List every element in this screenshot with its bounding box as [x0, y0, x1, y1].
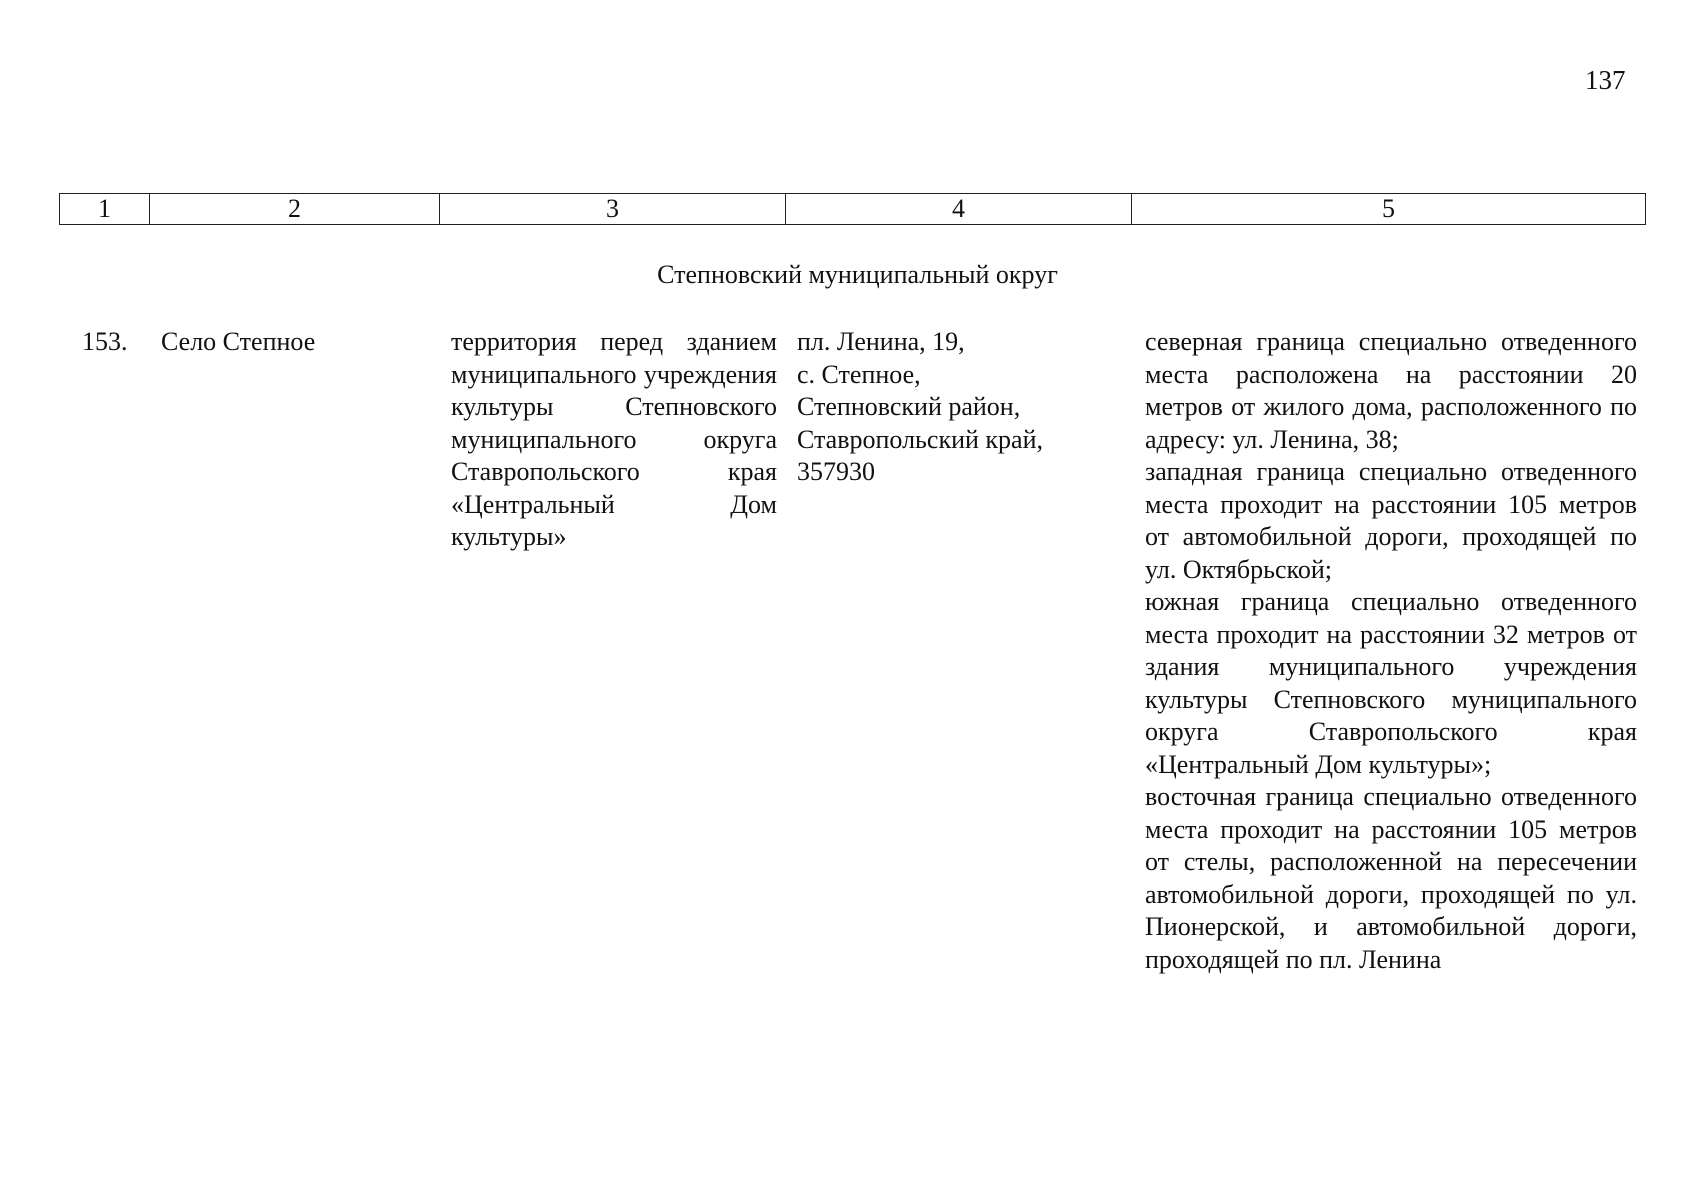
boundaries-description: [1145, 326, 1637, 976]
column-number-header: [59, 193, 1646, 225]
boundary-south: южная граница специально отведенного места проходит на расстоянии 32 метров от здания муниципального учреждения культуры Степновского муниципального округа Ставропольского края «Центральный Дом культуры»;: [1145, 587, 1637, 779]
page-number: 137: [1585, 65, 1626, 95]
column-number-5: 5: [1132, 194, 1646, 225]
territory-description: территория перед зданием муниципального учреждения культуры Степновского муниципального округа Ставропольского края «Центральный Дом культуры»: [451, 327, 777, 551]
column-number-4: 4: [786, 194, 1132, 225]
address: пл. Ленина, 19, с. Степное, Степновский район, Ставропольский край, 357930: [797, 327, 1043, 486]
column-number-1: 1: [60, 194, 150, 225]
column-number-3: 3: [440, 194, 786, 225]
boundary-west: западная граница специально отведенного места проходит на расстоянии 105 метров от автомобильной дороги, проходящей по ул. Октябрьской;: [1145, 457, 1637, 584]
entry-number: 153.: [82, 327, 128, 356]
boundary-north: северная граница специально отведенного места расположена на расстоянии 20 метров от жилого дома, расположенного по адресу: ул. Ленина, 38;: [1145, 327, 1637, 454]
boundary-east: восточная граница специально отведенного места проходит на расстоянии 105 метров от стелы, расположенной на пересечении автомобильной дороги, проходящей по ул. Пионерской, и автомобильной дороги, проходящей по пл. Ленина: [1145, 782, 1637, 974]
column-number-2: 2: [150, 194, 440, 225]
settlement-name: Село Степное: [161, 327, 316, 356]
section-title: Степновский муниципальный округ: [657, 260, 1058, 289]
